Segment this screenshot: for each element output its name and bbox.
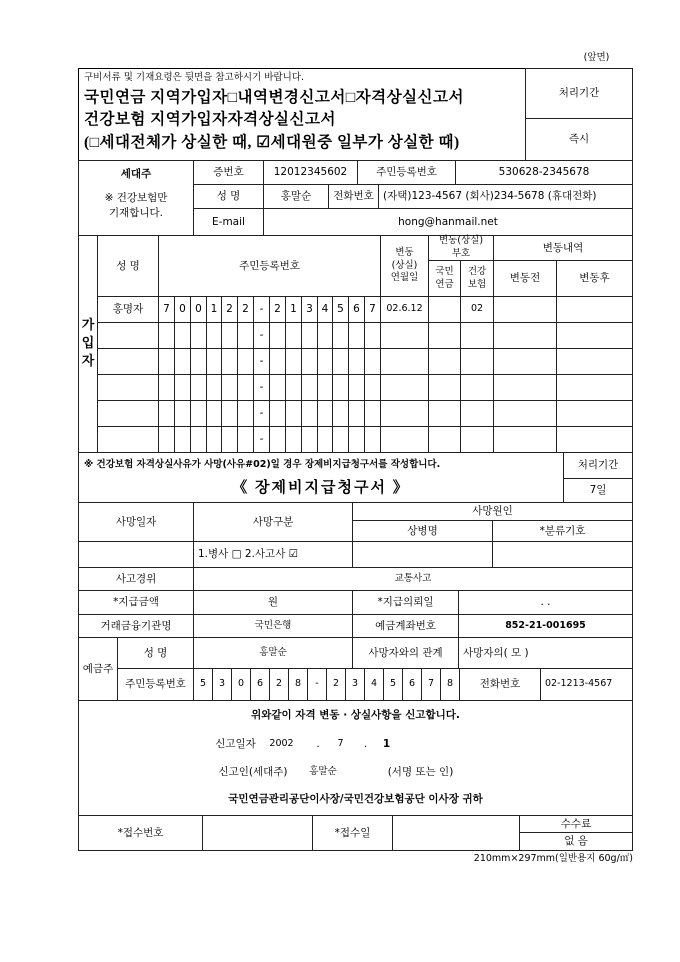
holder-rrn-digit[interactable]: 2 [326, 668, 346, 701]
member-rrn-digit[interactable] [301, 374, 318, 401]
member-rrn-digit[interactable] [190, 322, 207, 349]
addressee: 국민연금관리공단이사장/국민건강보험공단 이사장 귀하 [228, 793, 483, 806]
member-pension-code[interactable] [428, 322, 461, 349]
member-rrn-digit[interactable] [269, 400, 286, 427]
member-rrn-digit[interactable] [332, 348, 349, 375]
member-rrn-digit[interactable]: 4 [317, 296, 333, 323]
header-note: 구비서류 및 기재요령은 뒷면을 참고하시기 바랍니다. [84, 72, 305, 84]
holder-rrn-digit[interactable]: 5 [193, 668, 213, 701]
member-rrn-digit[interactable] [221, 374, 238, 401]
member-rrn-digit[interactable] [237, 426, 254, 453]
receipt-number-value[interactable] [202, 815, 313, 851]
member-rrn-digit[interactable] [285, 426, 302, 453]
footer-paper-spec: 210mm×297mm(일반용지 60g/㎡) [473, 853, 633, 865]
holder-phone-label: 전화번호 [459, 668, 541, 701]
member-rrn-digit[interactable]: 2 [221, 296, 238, 323]
members-side-label: 가입자 [78, 235, 98, 453]
member-rrn-digit[interactable] [174, 322, 191, 349]
member-before-header: 변동전 [493, 260, 557, 297]
report-month[interactable]: 7 [337, 738, 344, 750]
amount-label: *지급금액 [78, 590, 194, 615]
email-value[interactable]: hong@hanmail.net [263, 208, 633, 236]
member-rrn-digit[interactable] [206, 348, 222, 375]
name-label: 성 명 [193, 184, 264, 209]
phone-value[interactable]: (자택)123-4567 (회사)234-5678 (휴대전화) [378, 184, 633, 209]
holder-name-label: 성 명 [117, 637, 194, 669]
receipt-number-label: *접수번호 [78, 815, 203, 851]
funeral-title: 《 장제비지급청구서 》 [232, 480, 410, 497]
account-value[interactable]: 852-21-001695 [458, 614, 633, 638]
member-name-cell[interactable] [97, 348, 159, 375]
funeral-processing-value: 7일 [563, 478, 633, 503]
relation-value[interactable]: 사망자의( 모 ) [458, 637, 633, 669]
member-rrn-digit[interactable] [158, 322, 175, 349]
member-health-code[interactable] [460, 426, 494, 453]
member-rrn-digit[interactable] [158, 348, 175, 375]
class-code-label: *분류기호 [492, 520, 633, 542]
member-rrn-digit[interactable] [301, 426, 318, 453]
member-rrn-digit[interactable] [285, 374, 302, 401]
request-date-value[interactable]: . . [458, 590, 633, 615]
member-rrn-digit[interactable] [332, 426, 349, 453]
member-rrn-digit[interactable] [221, 400, 238, 427]
member-rrn-digit[interactable] [348, 348, 365, 375]
member-name-cell[interactable] [97, 374, 159, 401]
title-line1: 국민연금 지역가입자□내역변경신고서□자격상실신고서 [84, 89, 464, 107]
death-type-value[interactable]: 1.병사 □ 2.사고사 ☑ [193, 541, 353, 568]
member-rrn-digit[interactable] [237, 400, 254, 427]
cert-no-value[interactable]: 12012345602 [263, 160, 358, 185]
holder-rrn-digit[interactable]: 8 [440, 668, 460, 701]
member-name-cell[interactable] [97, 400, 159, 427]
funeral-notice: ※ 건강보험 자격상실사유가 사망(사유#02)일 경우 장제비지급청구서를 작성합니다. [84, 458, 441, 470]
holder-rrn-digit[interactable]: 3 [345, 668, 365, 701]
member-rrn-digit[interactable] [348, 374, 365, 401]
member-rrn-digit[interactable] [221, 348, 238, 375]
member-rrn-digit[interactable] [364, 322, 381, 349]
rrn-label: 주민등록번호 [357, 160, 456, 185]
member-rrn-digit[interactable] [237, 348, 254, 375]
member-rrn-digit[interactable] [221, 426, 238, 453]
side-label: (앞면) [583, 52, 610, 64]
funeral-processing-label: 처리기간 [563, 452, 633, 479]
amount-value[interactable]: 원 [193, 590, 353, 615]
member-before-cell[interactable] [493, 322, 557, 349]
processing-label: 처리기간 [525, 68, 633, 119]
member-health-code[interactable] [460, 348, 494, 375]
member-rrn-digit[interactable] [269, 426, 286, 453]
member-before-cell[interactable] [493, 348, 557, 375]
bank-label: 거래금융기관명 [78, 614, 194, 638]
death-date-value[interactable] [78, 541, 194, 568]
member-rrn-digit[interactable] [348, 322, 365, 349]
member-name-cell[interactable]: 홍명자 [97, 296, 159, 323]
sign-note: (서명 또는 인) [387, 766, 454, 779]
member-rrn-digit[interactable] [190, 374, 207, 401]
member-rrn-digit[interactable]: - [253, 322, 270, 349]
disease-value[interactable] [352, 541, 493, 568]
member-date-cell[interactable] [380, 348, 429, 375]
member-before-cell[interactable] [493, 296, 557, 323]
member-rrn-digit[interactable] [317, 426, 333, 453]
holder-phone-value[interactable]: 02-1213-4567 [540, 668, 633, 701]
member-rrn-digit[interactable] [206, 322, 222, 349]
member-date-header: 변동 (상실) 연월일 [380, 235, 429, 297]
householder-label: 세대주 [120, 168, 152, 181]
phone-label: 전화번호 [328, 184, 379, 209]
member-after-cell[interactable] [556, 426, 633, 453]
member-rrn-digit[interactable] [174, 426, 191, 453]
member-pension-header: 국민 연금 [428, 260, 461, 297]
member-rrn-digit[interactable] [206, 426, 222, 453]
member-rrn-digit[interactable] [269, 374, 286, 401]
holder-rrn-digit[interactable]: 4 [364, 668, 384, 701]
member-pension-code[interactable] [428, 426, 461, 453]
holder-rrn-digit[interactable]: 6 [402, 668, 422, 701]
member-after-cell[interactable] [556, 400, 633, 427]
member-rrn-digit[interactable]: 5 [332, 296, 349, 323]
rrn-value[interactable]: 530628-2345678 [455, 160, 633, 185]
holder-rrn-digit[interactable]: - [307, 668, 327, 701]
relation-label: 사망자와의 관계 [352, 637, 459, 669]
member-rrn-digit[interactable] [301, 322, 318, 349]
member-rrn-digit[interactable] [317, 374, 333, 401]
member-rrn-digit[interactable] [317, 348, 333, 375]
date-sep: . [363, 738, 368, 751]
member-rrn-digit[interactable] [206, 400, 222, 427]
member-after-cell[interactable] [556, 374, 633, 401]
member-rrn-digit[interactable] [364, 374, 381, 401]
member-rrn-digit[interactable]: 6 [348, 296, 365, 323]
householder-note: ※ 건강보험만 기재합니다. [104, 192, 168, 219]
member-rrn-digit[interactable] [221, 322, 238, 349]
class-code-value[interactable] [492, 541, 633, 568]
fee-label: 수수료 [519, 815, 633, 833]
member-rrn-digit[interactable] [285, 348, 302, 375]
member-health-code[interactable] [460, 322, 494, 349]
member-name-cell[interactable] [97, 322, 159, 349]
member-rrn-digit[interactable]: 7 [364, 296, 381, 323]
member-before-cell[interactable] [493, 426, 557, 453]
member-rrn-digit[interactable] [317, 400, 333, 427]
holder-rrn-digit[interactable]: 5 [383, 668, 403, 701]
reporter-label: 신고인(세대주) [218, 766, 288, 779]
holder-rrn-digit[interactable]: 0 [231, 668, 251, 701]
member-rrn-digit[interactable] [285, 400, 302, 427]
member-rrn-digit[interactable] [158, 400, 175, 427]
death-date-label: 사망일자 [78, 502, 194, 542]
date-sep: . [316, 738, 320, 751]
name-value[interactable]: 홍말순 [263, 184, 329, 209]
member-rrn-digit[interactable]: - [253, 348, 270, 375]
member-after-cell[interactable] [556, 348, 633, 375]
member-rrn-digit[interactable]: 7 [158, 296, 175, 323]
member-rrn-digit[interactable]: 0 [174, 296, 191, 323]
email-label: E-mail [193, 208, 264, 236]
member-name-header: 성 명 [97, 235, 159, 297]
member-rrn-digit[interactable] [285, 322, 302, 349]
member-rrn-digit[interactable] [269, 322, 286, 349]
member-rrn-digit[interactable]: 1 [285, 296, 302, 323]
holder-rrn-digit[interactable]: 7 [421, 668, 441, 701]
holder-rrn-label: 주민등록번호 [117, 668, 194, 701]
member-rrn-digit[interactable] [237, 374, 254, 401]
bank-value[interactable]: 국민은행 [193, 614, 353, 638]
member-rrn-digit[interactable]: - [253, 400, 270, 427]
holder-rrn-digit[interactable]: 6 [250, 668, 270, 701]
processing-value: 즉시 [525, 118, 633, 161]
account-label: 예금계좌번호 [352, 614, 459, 638]
receipt-date-value[interactable] [392, 815, 520, 851]
request-date-label: *지급의뢰일 [352, 590, 459, 615]
disease-label: 상병명 [352, 520, 493, 542]
member-rrn-digit[interactable] [348, 426, 365, 453]
accident-value[interactable]: 교통사고 [193, 567, 633, 591]
member-pension-code[interactable] [428, 400, 461, 427]
member-rrn-digit[interactable] [364, 348, 381, 375]
holder-name-value[interactable]: 홍말순 [193, 637, 353, 669]
member-rrn-digit[interactable] [317, 322, 333, 349]
member-rrn-digit[interactable] [301, 348, 318, 375]
member-rrn-digit[interactable] [269, 348, 286, 375]
member-after-cell[interactable] [556, 296, 633, 323]
member-rrn-digit[interactable]: 3 [301, 296, 318, 323]
holder-label: 예금주 [78, 637, 118, 701]
member-rrn-digit[interactable] [174, 374, 191, 401]
member-rrn-digit[interactable] [158, 374, 175, 401]
member-health-code[interactable] [460, 400, 494, 427]
member-rrn-digit[interactable]: 1 [206, 296, 222, 323]
title-line2: 건강보험 지역가입자자격상실신고서 [84, 111, 336, 129]
holder-rrn-digit[interactable]: 8 [288, 668, 308, 701]
member-pension-code[interactable] [428, 296, 461, 323]
death-type-label: 사망구분 [193, 502, 353, 542]
report-day[interactable]: 1 [382, 738, 391, 751]
member-pension-code[interactable] [428, 348, 461, 375]
member-code-header: 변동(상실) 부호 [428, 235, 494, 261]
declaration-statement: 위와같이 자격 변동 · 상실사항을 신고합니다. [251, 709, 460, 722]
member-rrn-digit[interactable] [174, 348, 191, 375]
member-after-cell[interactable] [556, 322, 633, 349]
member-date-cell[interactable] [380, 426, 429, 453]
member-rrn-digit[interactable] [332, 322, 349, 349]
reporter-name[interactable]: 홍말순 [309, 766, 337, 778]
member-rrn-digit[interactable] [364, 426, 381, 453]
member-health-code[interactable] [460, 374, 494, 401]
holder-rrn-digit[interactable]: 2 [269, 668, 289, 701]
member-rrn-digit[interactable] [174, 400, 191, 427]
member-rrn-digit[interactable] [206, 374, 222, 401]
member-rrn-digit[interactable] [158, 426, 175, 453]
holder-rrn-digit[interactable]: 3 [212, 668, 232, 701]
member-rrn-digit[interactable] [332, 400, 349, 427]
member-rrn-digit[interactable]: - [253, 296, 270, 323]
member-date-cell[interactable]: 02.6.12 [380, 296, 429, 323]
member-rrn-digit[interactable]: - [253, 426, 270, 453]
member-after-header: 변동후 [556, 260, 633, 297]
member-date-cell[interactable] [380, 400, 429, 427]
death-cause-label: 사망원인 [352, 502, 633, 521]
member-before-cell[interactable] [493, 400, 557, 427]
fee-value: 없 음 [519, 832, 633, 851]
member-rrn-digit[interactable] [332, 374, 349, 401]
member-rrn-digit[interactable]: 2 [237, 296, 254, 323]
member-health-code[interactable]: 02 [460, 296, 494, 323]
member-date-cell[interactable] [380, 374, 429, 401]
member-health-header: 건강 보험 [460, 260, 494, 297]
member-rrn-header: 주민등록번호 [158, 235, 381, 297]
member-rrn-digit[interactable] [364, 400, 381, 427]
member-name-cell[interactable] [97, 426, 159, 453]
member-before-cell[interactable] [493, 374, 557, 401]
member-rrn-digit[interactable] [190, 400, 207, 427]
member-rrn-digit[interactable] [237, 322, 254, 349]
member-details-header: 변동내역 [493, 235, 633, 261]
report-year[interactable]: 2002 [269, 738, 294, 750]
member-rrn-digit[interactable] [190, 348, 207, 375]
member-rrn-digit[interactable]: 0 [190, 296, 207, 323]
title-line3: (□세대전체가 상실한 때, ☑세대원중 일부가 상실한 때) [84, 134, 460, 152]
receipt-date-label: *접수일 [312, 815, 393, 851]
member-rrn-digit[interactable] [348, 400, 365, 427]
member-rrn-digit[interactable]: 2 [269, 296, 286, 323]
accident-label: 사고경위 [78, 567, 194, 591]
member-rrn-digit[interactable]: - [253, 374, 270, 401]
member-date-cell[interactable] [380, 322, 429, 349]
member-rrn-digit[interactable] [301, 400, 318, 427]
cert-no-label: 증번호 [193, 160, 264, 185]
member-rrn-digit[interactable] [190, 426, 207, 453]
member-pension-code[interactable] [428, 374, 461, 401]
report-date-label: 신고일자 [215, 738, 256, 751]
